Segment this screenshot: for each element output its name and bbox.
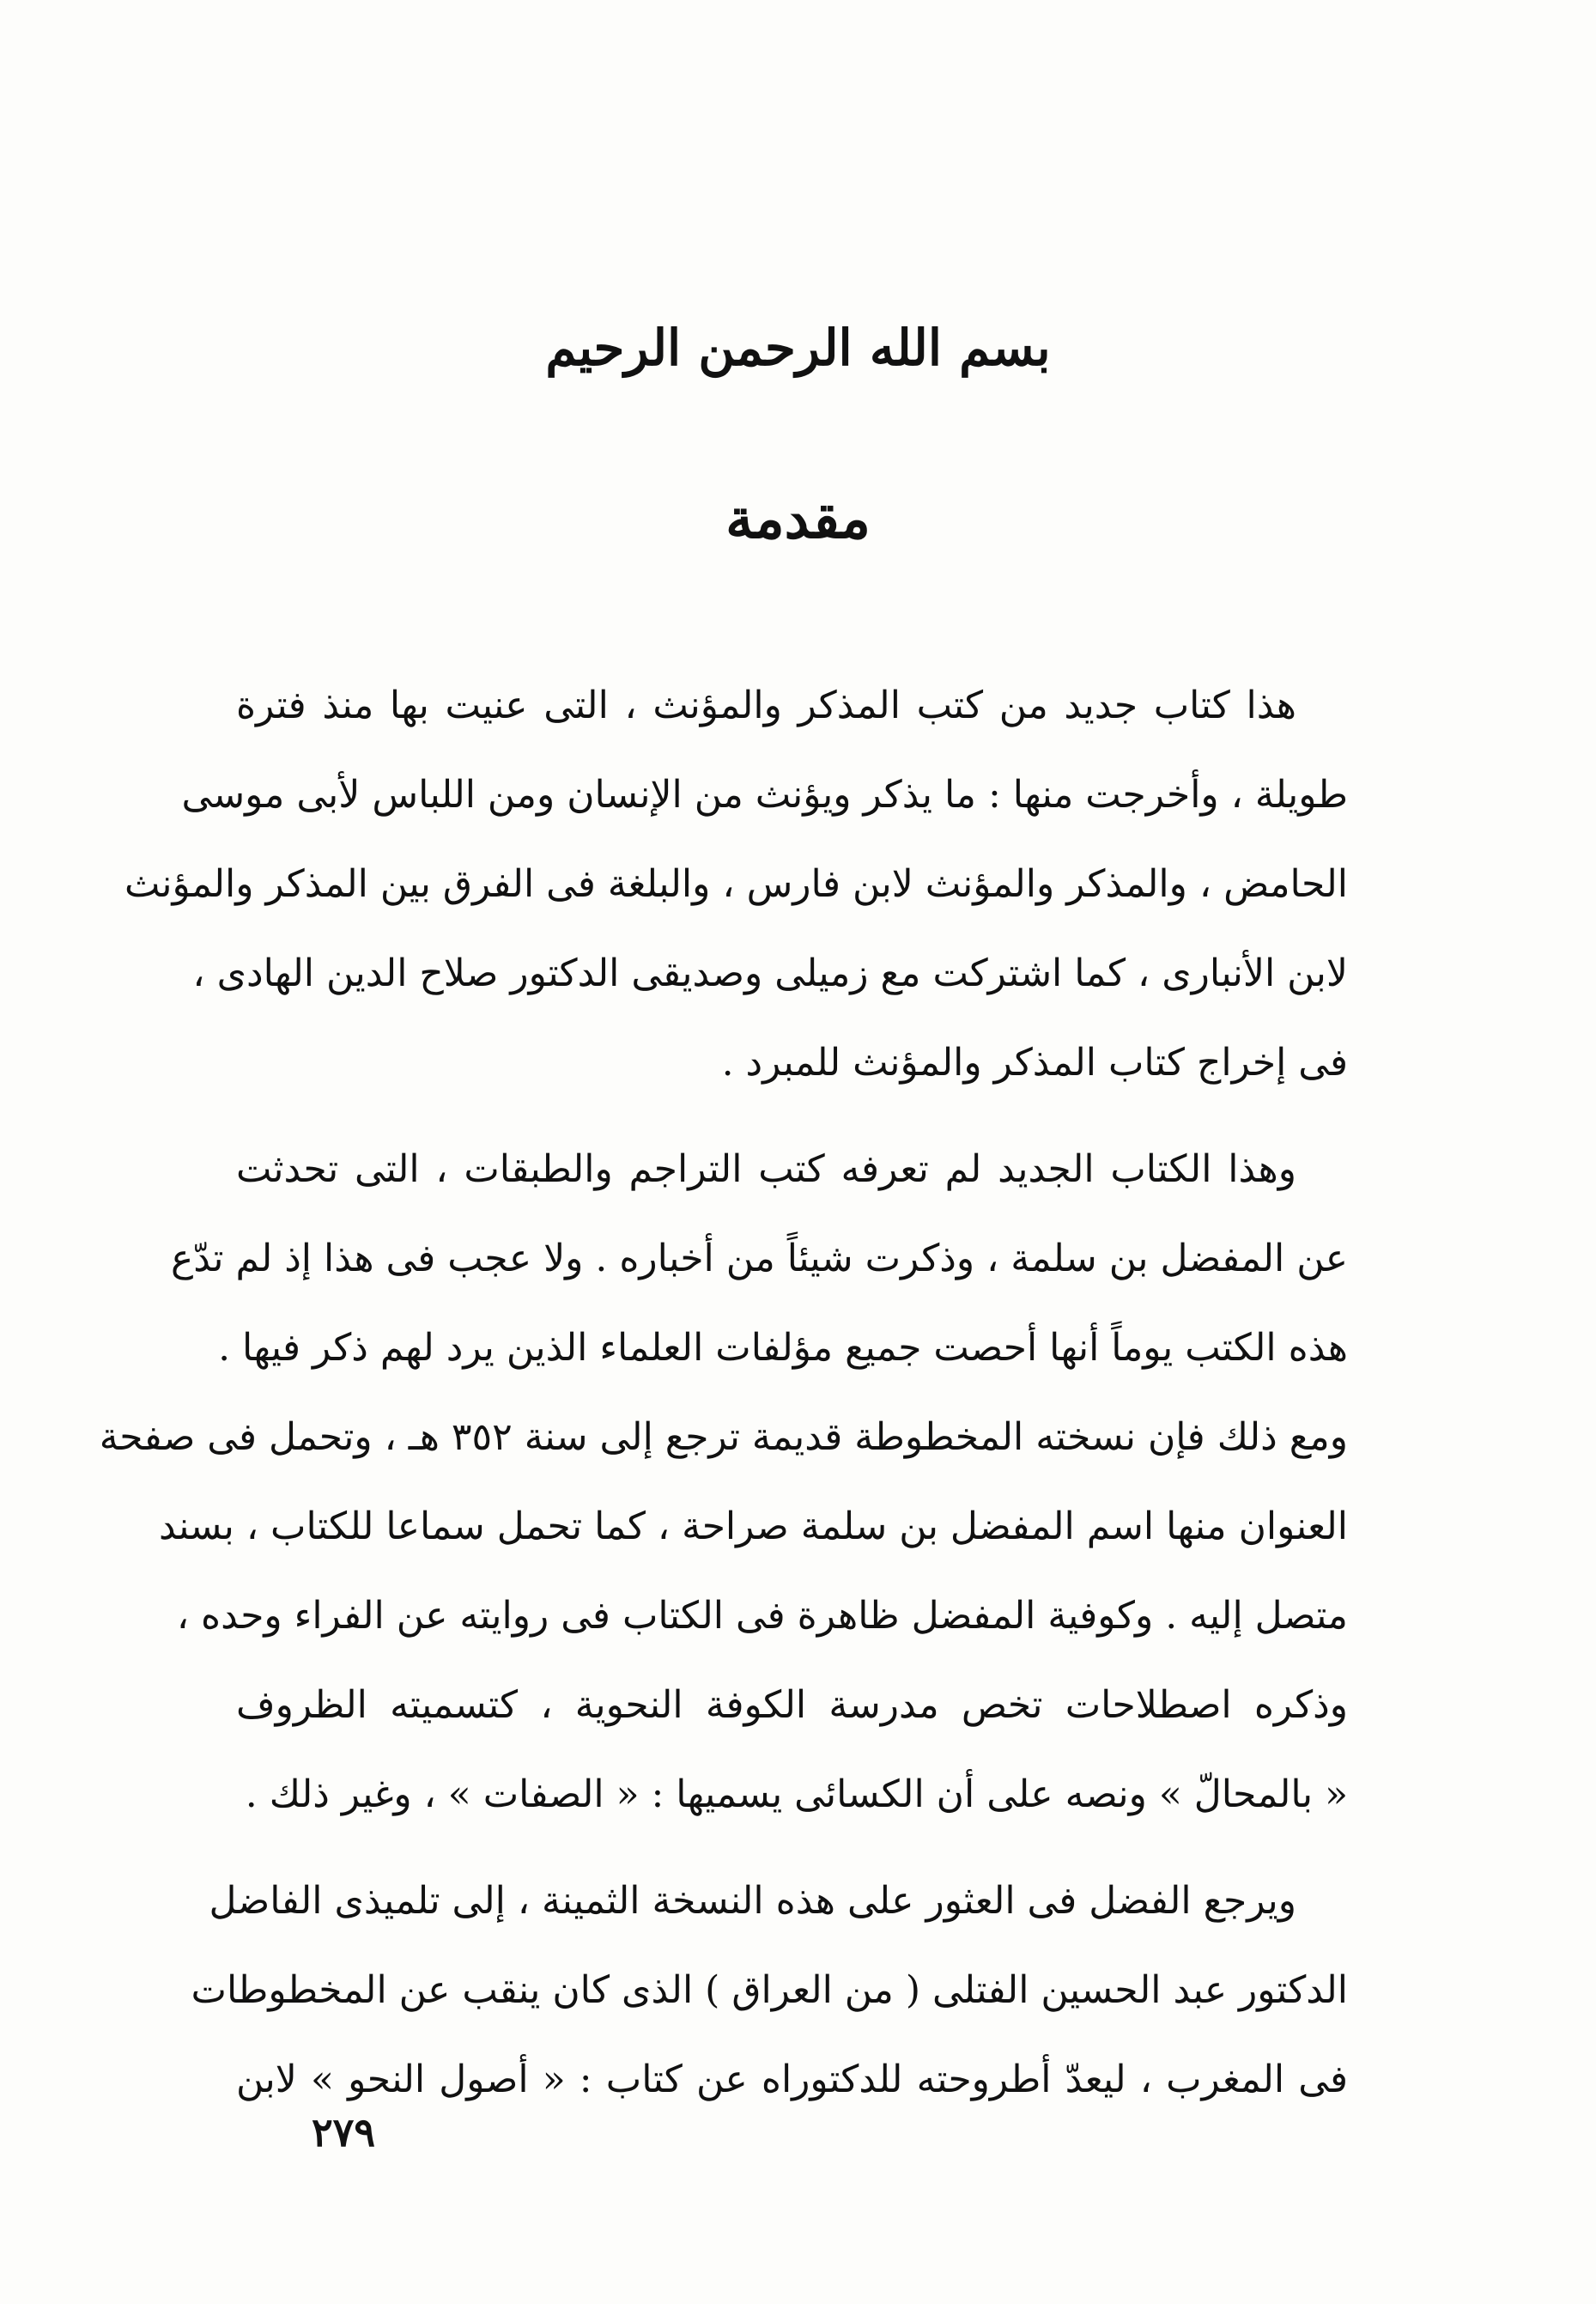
text-line: الدكتور عبد الحسين الفتلى ( من العراق ) الذى كان ينقب عن المخطوطات bbox=[191, 1968, 1348, 2012]
basmala-calligraphy: بسم الله الرحمن الرحيم bbox=[545, 319, 1051, 377]
text-line: العنوان منها اسم المفضل بن سلمة صراحة ، كما تحمل سماعا للكتاب ، بسند bbox=[158, 1505, 1348, 1548]
text-line: عن المفضل بن سلمة ، وذكرت شيئاً من أخباره . ولا عجب فى هذا إذ لم تدّع bbox=[170, 1237, 1348, 1280]
paragraph-1 bbox=[124, 661, 1348, 1108]
text-line: هذه الكتب يوماً أنها أحصت جميع مؤلفات العلماء الذين يرد لهم ذكر فيها . bbox=[218, 1326, 1348, 1370]
text-line: وهذا الكتاب الجديد لم تعرفه كتب التراجم والطبقات ، التى تحدثت bbox=[236, 1147, 1296, 1191]
paragraph-divider bbox=[236, 1108, 1348, 1125]
text-line: ومع ذلك فإن نسخته المخطوطة قديمة ترجع إلى سنة ٣٥٢ هـ ، وتحمل فى صفحة bbox=[99, 1415, 1348, 1459]
text-line: فى المغرب ، ليعدّ أطروحته للدكتوراه عن كتاب : « أصول النحو » لابن bbox=[236, 2058, 1348, 2101]
paragraph-divider bbox=[236, 1839, 1348, 1857]
paragraph-3 bbox=[191, 1857, 1348, 2125]
text-line: وذكره اصطلاحات تخص مدرسة الكوفة النحوية ، كتسميته الظروف bbox=[236, 1683, 1348, 1727]
page-title: مقدمة bbox=[725, 487, 871, 551]
text-line: فى إخراج كتاب المذكر والمؤنث للمبرد . bbox=[721, 1041, 1348, 1085]
text-line: هذا كتاب جديد من كتب المذكر والمؤنث ، التى عنيت بها منذ فترة bbox=[236, 684, 1296, 727]
text-line: ويرجع الفضل فى العثور على هذه النسخة الثمينة ، إلى تلميذى الفاضل bbox=[209, 1879, 1296, 1923]
text-line: « بالمحالّ » ونصه على أن الكسائى يسميها : « الصفات » ، وغير ذلك . bbox=[245, 1772, 1348, 1816]
text-line: لابن الأنبارى ، كما اشتركت مع زميلى وصديقى الدكتور صلاح الدين الهادى ، bbox=[192, 951, 1348, 995]
paragraph-2 bbox=[99, 1125, 1348, 1839]
body-text bbox=[99, 661, 1348, 2125]
text-line: متصل إليه . وكوفية المفضل ظاهرة فى الكتاب فى روايته عن الفراء وحده ، bbox=[176, 1594, 1348, 1638]
text-line: طويلة ، وأخرجت منها : ما يذكر ويؤنث من الإنسان ومن اللباس لأبى موسى bbox=[181, 773, 1348, 817]
text-line: الحامض ، والمذكر والمؤنث لابن فارس ، والبلغة فى الفرق بين المذكر والمؤنث bbox=[124, 862, 1348, 906]
page-number: ٢٧٩ bbox=[311, 2109, 376, 2155]
